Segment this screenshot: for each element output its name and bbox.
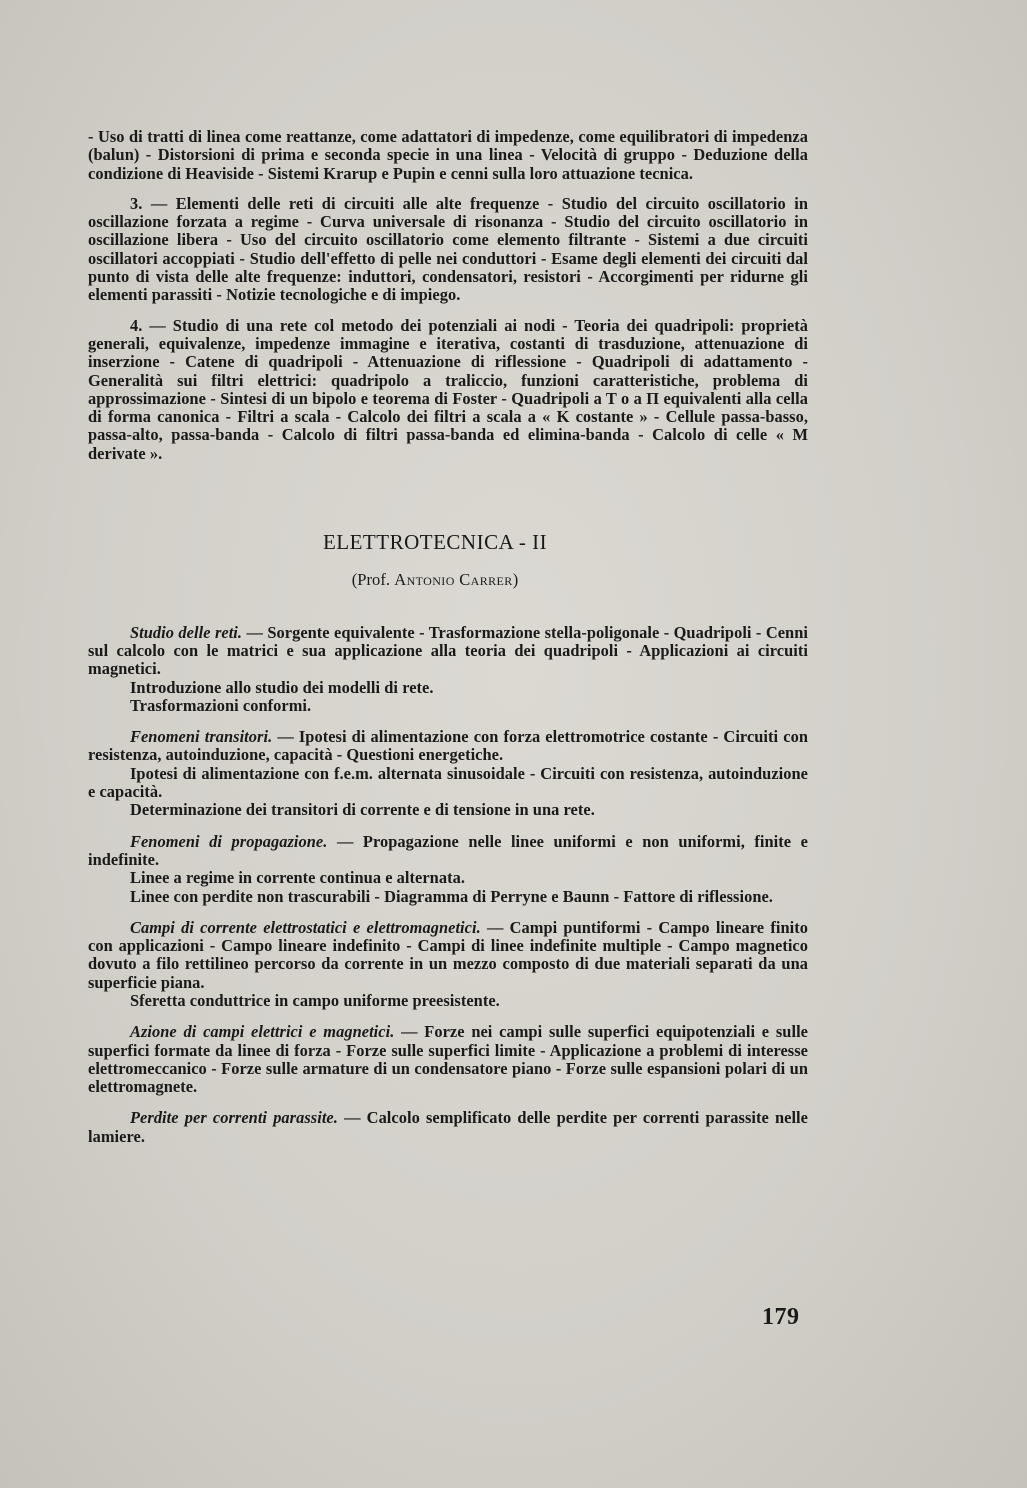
topic-fenomeni-transitori [88, 728, 808, 765]
professor-suffix: ) [512, 570, 519, 590]
topic-extra-line: Linee a regime in corrente continua e alternata. [130, 868, 465, 888]
topic-title: Studio delle reti. [130, 622, 243, 642]
topic-extra-line: Ipotesi di alimentazione con f.e.m. alternata sinusoidale - Circuiti con resistenza, autoinduzione e capacità. [88, 763, 808, 802]
topic-text: — Forze nei campi sulle superfici equipotenziali e sulle superfici formate da linee di forza - Forze sulle superfici limite - Applicazione a problemi di interesse elettromeccanico - Forze sulle armature di un condensatore piano - Forze sulle espansioni polari di un elettromagnete. [88, 1022, 808, 1097]
course-title: ELETTROTECNICA - II [322, 530, 548, 555]
topic-text: — Propagazione nelle linee uniformi e non uniformi, finite e indefinite. [88, 831, 808, 869]
section-4 [88, 317, 808, 463]
section-4-number: 4. [130, 315, 143, 335]
topic-title: Fenomeni transitori. [130, 727, 273, 747]
professor-prefix: (Prof. [351, 570, 391, 590]
section-4-text: — Studio di una rete col metodo dei potenziali ai nodi - Teoria dei quadripoli: proprietà generali, equivalenze, impedenze immagine e iterativa, costanti di trasduzione, attenuazione di inserzione - Catene di quadripoli - Attenuazione di riflessione - Quadripoli di adattamento - Generalità sui filtri elettrici: quadripolo a traliccio, funzioni caratteristiche, problema di approssimazione - Sintesi di un bipolo e teorema di Foster - Quadripoli a T o a Π equivalenti alla cella di forma canonica - Filtri a scala - Calcolo dei filtri a scala a « K costante » - Cellule passa-basso, passa-alto, passa-banda - Calcolo di filtri passa-banda ed elimina-banda - Calcolo di celle « M derivate ». [88, 315, 809, 463]
topic-text: — Calcolo semplificato delle perdite per correnti parassite nelle lamiere. [88, 1108, 808, 1146]
topic-extra-line: Introduzione allo studio dei modelli di rete. [130, 677, 434, 697]
topic-azione-di-campi [88, 1023, 808, 1096]
topic-extra-line: Linee con perdite non trascurabili - Diagramma di Perryne e Baunn - Fattore di riflessione. [130, 886, 773, 906]
topic-title: Fenomeni di propagazione. [130, 831, 328, 851]
professor-line [62, 571, 808, 589]
text-column [88, 128, 808, 1146]
topic-text: — Sorgente equivalente - Trasformazione stella-poligonale - Quadripoli - Cenni sul calcolo con le matrici e sua applicazione alla teoria dei quadripoli - Applicazioni ai circuiti magnetici. [88, 622, 808, 679]
topic-text: — Campi puntiformi - Campo lineare finito con applicazioni - Campo lineare indefinito - Campi di linee indefinite multiple - Campo magnetico dovuto a filo rettilineo percorso da corrente in un mezzo composto di due materiali separati da una superficie piana. [88, 917, 808, 992]
topic-fenomeni-di-propagazione [88, 833, 808, 870]
topic-perdite-per-correnti [88, 1109, 808, 1146]
topic-studio-delle-reti [88, 624, 808, 679]
section-3-number: 3. [130, 193, 143, 213]
topic-extra-line: Trasformazioni conformi. [130, 695, 312, 715]
professor-name: Antonio Carrer [394, 570, 513, 590]
section-3 [88, 195, 808, 305]
topic-extra-line: Sferetta conduttrice in campo uniforme preesistente. [130, 990, 500, 1010]
topic-text: — Ipotesi di alimentazione con forza elettromotrice costante - Circuiti con resistenza, autoinduzione, capacità - Questioni energetiche. [88, 727, 808, 765]
intro-paragraph: - Uso di tratti di linea come reattanze, come adattatori di impedenze, come equilibratori di impedenza (balun) - Distorsioni di prima e seconda specie in una linea - Velocità di gruppo - Deduzione della condizione di Heaviside - Sistemi Krarup e Pupin e cenni sulla loro attuazione tecnica. [88, 127, 808, 183]
topic-title: Azione di campi elettrici e magnetici. [130, 1022, 395, 1042]
page-number: 179 [762, 1304, 800, 1330]
section-3-text: — Elementi delle reti di circuiti alle alte frequenze - Studio del circuito oscillatorio in oscillazione forzata a regime - Curva universale di risonanza - Studio del circuito oscillatorio in oscillazione libera - Uso del circuito oscillatorio come elemento filtrante - Sistemi a due circuiti oscillatori accoppiati - Studio dell'effetto di pelle nei conduttori - Esame degli elementi dei circuiti dal punto di vista delle alte frequenze: induttori, condensatori, resistori - Accorgimenti per ridurne gli elementi parassiti - Notizie tecnologiche e di impiego. [88, 193, 808, 305]
topic-title: Perdite per correnti parassite. [130, 1108, 338, 1128]
topic-campi-di-corrente [88, 919, 808, 992]
topic-title: Campi di corrente elettrostatici e elettromagnetici. [130, 917, 481, 937]
topic-extra-line: Determinazione dei transitori di corrente e di tensione in una rete. [130, 800, 595, 820]
